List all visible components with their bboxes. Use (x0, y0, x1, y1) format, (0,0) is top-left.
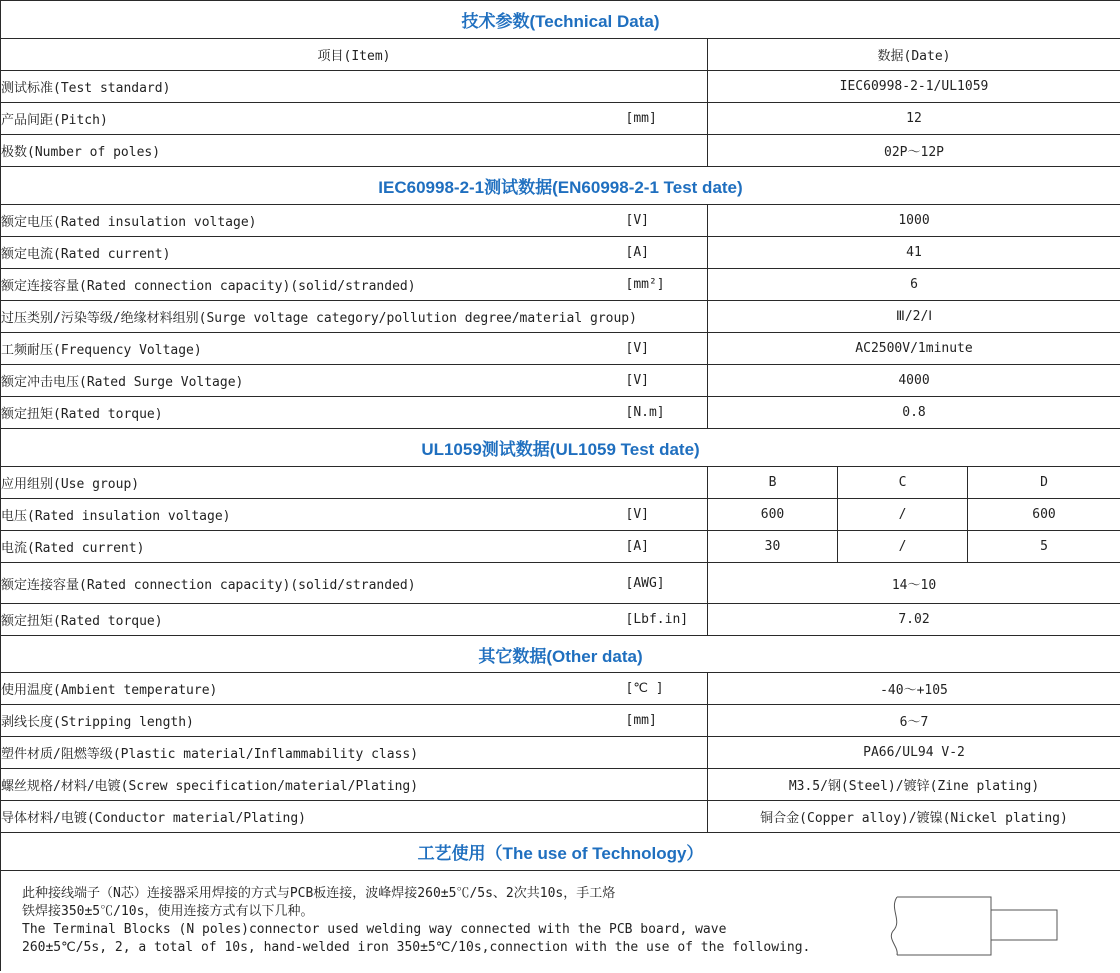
section-header-technical (1, 1, 1120, 39)
process-cn-line-1: 此种接线端子（N芯）连接器采用焊接的方式与PCB板连接，波峰焊接260±5℃/5s、2次共10s，手工烙 (22, 886, 616, 901)
row-unit: [mm] (626, 705, 708, 737)
break-line (891, 897, 897, 955)
row-item: 测试标准(Test standard) (1, 71, 708, 103)
table-row (1, 237, 1120, 269)
group-b: B (708, 467, 838, 499)
row-item: 产品间距(Pitch) (1, 103, 626, 135)
table-row (1, 397, 1120, 429)
row-item: 额定电流(Rated current) (1, 237, 626, 269)
row-value: AC2500V/1minute (708, 333, 1120, 365)
column-header-row (1, 39, 1120, 71)
table-row (1, 705, 1120, 737)
row-value: Ⅲ/2/Ⅰ (708, 301, 1120, 333)
table-row (1, 103, 1120, 135)
row-item: 极数(Number of poles) (1, 135, 708, 167)
row-unit: [A] (626, 531, 708, 563)
row-item: 塑件材质/阻燃等级(Plastic material/Inflammability class) (1, 737, 708, 769)
row-value: 1000 (708, 205, 1120, 237)
value-b: 30 (708, 531, 838, 563)
row-value: 02P～12P (708, 135, 1120, 167)
connector-body-outline (897, 897, 991, 955)
column-header-item: 项目(Item) (1, 39, 708, 71)
row-item: 使用温度(Ambient temperature) (1, 673, 626, 705)
row-value: 41 (708, 237, 1120, 269)
row-item: 额定扭矩(Rated torque) (1, 604, 626, 636)
row-value: 6～7 (708, 705, 1120, 737)
row-item: 应用组别(Use group) (1, 467, 708, 499)
row-item: 工频耐压(Frequency Voltage) (1, 333, 626, 365)
row-item: 螺丝规格/材料/电镀(Screw specification/material/Plating) (1, 769, 708, 801)
row-unit: [AWG] (626, 563, 708, 604)
row-value: 6 (708, 269, 1120, 301)
row-item: 额定连接容量(Rated connection capacity)(solid/stranded) (1, 269, 626, 301)
table-row (1, 737, 1120, 769)
column-header-data: 数据(Date) (708, 39, 1120, 71)
section-header-process (1, 833, 1120, 871)
row-value: 14～10 (708, 563, 1120, 604)
process-en-line-2: 260±5℃/5s, 2, a total of 10s, hand-welded iron 350±5℃/10s,connection with the use of the following. (22, 940, 811, 955)
row-value: PA66/UL94 V-2 (708, 737, 1120, 769)
table-row (1, 563, 1120, 604)
table-row (1, 269, 1120, 301)
row-value: M3.5/钢(Steel)/镀锌(Zine plating) (708, 769, 1120, 801)
row-item: 导体材料/电镀(Conductor material/Plating) (1, 801, 708, 833)
table-row (1, 467, 1120, 499)
process-row (1, 871, 1120, 972)
table-row (1, 135, 1120, 167)
table-row (1, 531, 1120, 563)
row-item: 额定电压(Rated insulation voltage) (1, 205, 626, 237)
row-unit: [Lbf.in] (626, 604, 708, 636)
row-unit: [V] (626, 499, 708, 531)
row-value: 7.02 (708, 604, 1120, 636)
row-unit: [V] (626, 365, 708, 397)
row-value: -40～+105 (708, 673, 1120, 705)
row-value: 0.8 (708, 397, 1120, 429)
row-value: 12 (708, 103, 1120, 135)
row-item: 额定连接容量(Rated connection capacity)(solid/stranded) (1, 563, 626, 604)
row-item: 额定扭矩(Rated torque) (1, 397, 626, 429)
table-row (1, 205, 1120, 237)
process-cn-line-2: 铁焊接350±5℃/10s，使用连接方式有以下几种。 (22, 904, 314, 919)
section-header-iec (1, 167, 1120, 205)
table-row (1, 365, 1120, 397)
table-row (1, 769, 1120, 801)
section-title: IEC60998-2-1测试数据(EN60998-2-1 Test date) (1, 167, 1120, 205)
row-item: 电压(Rated insulation voltage) (1, 499, 626, 531)
group-d: D (968, 467, 1120, 499)
row-value: 铜合金(Copper alloy)/镀镍(Nickel plating) (708, 801, 1120, 833)
table-row (1, 71, 1120, 103)
connector-pin-outline (991, 910, 1057, 940)
section-header-other (1, 636, 1120, 673)
row-unit: [℃ ] (626, 673, 708, 705)
row-unit: [mm] (626, 103, 708, 135)
table-row (1, 499, 1120, 531)
table-row (1, 673, 1120, 705)
row-item: 过压类别/污染等级/绝缘材料组别(Surge voltage category/pollution degree/material group) (1, 301, 708, 333)
row-value: 4000 (708, 365, 1120, 397)
section-title: 工艺使用（The use of Technology） (1, 833, 1120, 871)
row-item: 剥线长度(Stripping length) (1, 705, 626, 737)
connector-diagram (881, 885, 1071, 971)
section-title: 其它数据(Other data) (1, 636, 1120, 673)
section-title: 技术参数(Technical Data) (1, 1, 1120, 39)
row-unit: [N.m] (626, 397, 708, 429)
table-row (1, 604, 1120, 636)
value-c: / (838, 499, 968, 531)
row-item: 电流(Rated current) (1, 531, 626, 563)
row-item: 额定冲击电压(Rated Surge Voltage) (1, 365, 626, 397)
process-description (22, 885, 862, 957)
process-cell (1, 871, 1120, 972)
value-d: 5 (968, 531, 1120, 563)
table-row (1, 301, 1120, 333)
value-d: 600 (968, 499, 1120, 531)
row-value: IEC60998-2-1/UL1059 (708, 71, 1120, 103)
process-content (1, 871, 1120, 971)
row-unit: [V] (626, 333, 708, 365)
value-c: / (838, 531, 968, 563)
row-unit: [mm²] (626, 269, 708, 301)
table-row (1, 333, 1120, 365)
row-unit: [A] (626, 237, 708, 269)
section-header-ul (1, 429, 1120, 467)
process-en-line-1: The Terminal Blocks (N poles)connector used welding way connected with the PCB board, wave (22, 922, 727, 937)
group-c: C (838, 467, 968, 499)
table-row (1, 801, 1120, 833)
row-unit: [V] (626, 205, 708, 237)
section-title: UL1059测试数据(UL1059 Test date) (1, 429, 1120, 467)
value-b: 600 (708, 499, 838, 531)
